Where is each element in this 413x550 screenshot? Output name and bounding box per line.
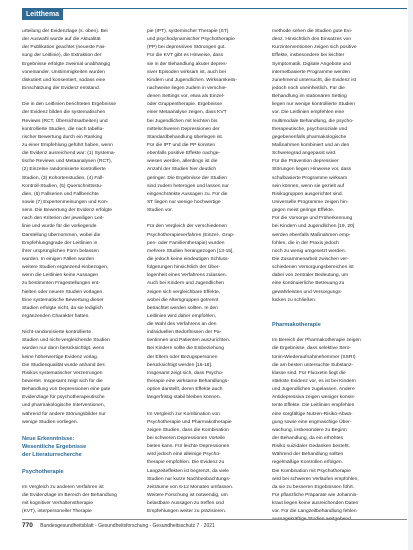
body-text-line: oder Gruppentherapie. Ergebnisse [147, 102, 223, 108]
body-text-line: sein können, wenn sie gezielt auf [272, 183, 345, 189]
body-text-line: Insgesamt zeigt sich, dass Psycho- [147, 370, 224, 376]
body-text-line: wachung, insbesondere zu Beginn [272, 427, 347, 433]
body-text-line: Für die KVT gibt es Hinweise, dass [147, 53, 224, 59]
paragraph-gap [22, 93, 134, 101]
body-text-line: eingeschränkte Aussagen zu. Für die [147, 191, 228, 197]
body-text-line: vor. Die Leitlinien empfehlen eine [272, 110, 345, 116]
body-text-line: schiedenen Versorgungsbereichen ist [272, 265, 354, 271]
body-text-line: Leitlinien wird daher empfohlen, [147, 313, 217, 319]
body-text-line: die Evidenzlage im Bereich der Behandlung [22, 493, 117, 499]
body-text-line: siver Episoden wirksam ist, auch bei [147, 69, 226, 75]
body-text-line: zeigen Studien, dass die Kombination [147, 427, 229, 433]
body-text-line: sie in der Behandlung akuter depres- [147, 61, 228, 67]
body-text-line: betrachtet werden sollten. In den [147, 305, 218, 311]
body-text-line: die Ergebnisse, dass selektive Sero- [272, 346, 352, 352]
body-text-line: wird jedoch eine alleinige Psycho- [147, 452, 221, 458]
body-text-line: regelmäßige Kontrollen erfolgen. [272, 460, 343, 466]
body-text-line: voneinander, Unstimmigkeiten wurden [22, 69, 105, 75]
body-text-line: jedoch noch uneinheitlich. Für die [272, 85, 345, 91]
body-text-line: therapie empfohlen. Die Evidenz zu [147, 460, 225, 466]
body-text-line: geringer. Die Ergebnisse der Studien [147, 175, 227, 181]
paragraph-gap [272, 313, 390, 321]
body-text-line: Für pflanzliche Präparate wie Johannis- [272, 493, 358, 499]
body-text-line: noch zu wenig umgesetzt werden. [272, 248, 346, 254]
body-text-line: Risikos systematischer Verzerrungen [22, 370, 103, 376]
body-text-line: nachweise liegen zudem in verschie- [147, 85, 227, 91]
body-text-line: Empfehlungen weiter zu präzisieren. [147, 509, 227, 515]
body-text-line: längerfristig stabil bleiben können. [147, 395, 221, 401]
journal-citation: Bundesgesundheitsblatt - Gesundheitsforschung - Gesundheitsschutz 7 · 2021 [40, 523, 215, 529]
body-text-line: Behandlung von Depressionen eine gute [22, 387, 111, 393]
body-text-line: Studien vor. [147, 208, 173, 214]
body-text-line: internetbasierte Programme werden [272, 69, 351, 75]
body-text-line: zeigen sich vergleichbare Effekte, [147, 289, 221, 295]
body-text-line: zeiträume von 6-12 Monaten umfassen. [147, 484, 234, 490]
body-text-line: (KVT), interpersoneller Therapie [22, 509, 92, 515]
paragraph-gap [22, 427, 134, 435]
text-column-1 [22, 28, 134, 516]
body-text-line: tientinnen und Patienten auszurichten. [147, 338, 231, 344]
body-text-line: therapie eine wirksame Behandlungs- [147, 379, 229, 385]
body-text-line: Ergebnisse erfolgte zweimal unabhängig [22, 61, 111, 67]
body-text-line: zu bestimmten Fragestellungen ent- [22, 281, 101, 287]
body-text-line: bei schweren Depressionen Vorteile [147, 436, 226, 442]
body-text-line: die am besten untersuchte Substanz- [272, 362, 354, 368]
body-text-line: gegebenenfalls pharmakologische [272, 134, 347, 140]
paragraph-gap [22, 476, 134, 484]
body-text-line: Kindern und Jugendlichen. Wirksamkeits- [147, 77, 237, 83]
section-heading: der Literaturrecherche [22, 452, 82, 459]
body-text-line: Studien erfolgte nicht, da sie lediglich [22, 305, 103, 311]
body-text-line: Für die IPT und die PP konnten [147, 142, 216, 148]
body-text-line: Maßnahmen kombiniert und an den [272, 142, 350, 148]
body-text-line: Während der Behandlung sollten [272, 452, 344, 458]
body-text-line: ebenfalls positive Effekte nachge- [147, 151, 221, 157]
body-text-line: vor. Für die Langzeitbehandlung fehlen [272, 509, 357, 515]
body-text-line: ST liegen nur wenige hochwertige [147, 199, 221, 205]
body-text-line: hielten oder neuere Studien vorlagen. [22, 289, 104, 295]
body-text-line: ergänzenden Charakter hatten. [22, 313, 90, 319]
body-text-line: (2) Einzelne randomisierte kontrollierte [22, 167, 106, 173]
body-text-line: die Wahl des Verfahrens an den [147, 322, 217, 328]
body-text-line: Studien und nicht-vergleichende Studien [22, 338, 110, 344]
body-text-line: Standardbehandlung überlegen ist. [147, 134, 224, 140]
body-text-line: fohlen, die in der Praxis jedoch [272, 240, 339, 246]
body-text-line: Universelle Programme zeigen hin- [272, 199, 349, 205]
body-text-line: sens. Die Bewertung der Evidenz erfolgte [22, 208, 112, 214]
body-text-line: Bei Kindern sollte die Einbeziehung [147, 346, 224, 352]
body-text-line: Psychotherapie und Pharmakotherapie [147, 419, 232, 425]
body-text-line: werden ebenfalls Maßnahmen emp- [272, 232, 351, 238]
body-text-line: Auch bei Kindern und Jugendlichen [147, 281, 224, 287]
body-text-line: während für andere Störungsbilder nur [22, 411, 106, 417]
body-text-line: schulbasierte Programme wirksam [272, 175, 348, 181]
body-text-line: berücksichtigt werden [16-18]. [147, 362, 213, 368]
body-text-line: Die Studienqualität wurde anhand des [22, 362, 105, 368]
body-text-line: ihrer ursprünglichen Form belassen [22, 248, 99, 254]
body-text-line: Symptomatik. Digitale Angebote und [272, 61, 351, 67]
body-text-line: Im Bereich der Pharmakotherapie zeigen [272, 338, 361, 344]
body-text-line: Anzahl der Studien hier deutlich [147, 167, 217, 173]
body-text-line: Studien, (3) Kohortenstudien, (4) Fall- [22, 175, 104, 181]
body-text-line: bewertet. Insgesamt zeigt sich für die [22, 379, 103, 385]
body-text-line: Im Vergleich zu anderen Verfahren ist [22, 484, 104, 490]
body-text-line: aussagekräftige Studien weitgehend. [272, 517, 353, 523]
text-column-3 [272, 28, 390, 525]
body-text-line: urteilung der Evidenzlage (s. oben). Bei [22, 29, 108, 34]
body-text-line: diskutiert und konsentiert, sodass eine [22, 77, 106, 83]
section-heading: Neue Erkenntnisse: [22, 436, 75, 443]
body-text-line: bei Kindern und Jugendlichen [19, 20] [272, 224, 355, 230]
body-text-line: mehrere Studien herangezogen [13-15], [147, 248, 234, 254]
body-text-line: tische Reviews und Metaanalysen (RCT), [22, 159, 112, 165]
body-text-line: option darstellt, deren Effekte auch [147, 387, 223, 393]
body-text-line: pen- oder Familientherapie) wurden [147, 240, 225, 246]
body-text-line: wobei die Altersgruppen getrennt [147, 297, 219, 303]
text-column-2 [147, 28, 259, 516]
body-text-line: Kurzinterventionen zeigen sich positive [272, 45, 357, 51]
body-text-line: tonin-Wiederaufnahmehemmer (SSRI) [272, 354, 356, 360]
body-text-line: klasse sind. Für Fluoxetin liegt die [272, 370, 346, 376]
body-text-line: Kontroll-Studien, (5) Querschnittsstu- [22, 183, 103, 189]
body-text-line: weitere Studien ergänzend einbezogen, [22, 265, 109, 271]
body-text-line: wenige Studien vorliegen. [22, 419, 79, 425]
body-text-line: eine sorgfältige Nutzen-Risiko-Abwä- [272, 411, 353, 417]
paragraph-gap [22, 321, 134, 329]
body-text-line: der Eltern oder Bezugspersonen [147, 354, 218, 360]
body-text-line: wird bei schweren Verläufen empfohlen, [272, 476, 359, 482]
body-text-line: der Behandlung, da ein erhöhtes [272, 436, 343, 442]
page-edge-strip [408, 0, 413, 550]
body-text-line: bieten kann. Für leichte Depressionen [147, 444, 230, 450]
body-text-line: Die Zusammenarbeit zwischen ver- [272, 256, 349, 262]
body-text-line: die Evidenz ausreichend war: (1) Systema- [22, 151, 116, 157]
body-text-line: der Evidenz bilden die systematischen [22, 110, 106, 116]
body-text-line: Weitere Forschung ist notwendig, um [147, 493, 228, 499]
body-text-line: bei Jugendlichen mit leichten bis [147, 118, 218, 124]
body-text-line: multimodale Behandlung, die psycho- [272, 118, 354, 124]
body-text-line: Für den Vergleich der verschiedenen [147, 224, 227, 230]
body-text-line: nach den Kriterien der jeweiligen Leit- [22, 216, 104, 222]
body-text-line: zu einer Empfehlung geführt haben, wenn [22, 142, 113, 148]
body-text-line: eine kontinuierliche Betreuung zu [272, 281, 345, 287]
page-footer [22, 519, 407, 532]
body-text-line: dien, (6) Fallserien und Fallberichte [22, 191, 99, 197]
body-text-line: stärkste Evidenz vor, es ist bei Kindern [272, 379, 356, 385]
body-text-line: pie (IPT), systemischer Therapie (ST) [147, 29, 229, 34]
paragraph-gap [22, 459, 134, 467]
body-text-line: einer Metaanalyse zeigen, dass KVT [147, 110, 227, 116]
body-text-line: der Auswahl wurde auf die Aktualität [22, 37, 101, 43]
paragraph-gap [272, 305, 390, 313]
body-text-line: sowie (7) Expertenmeinungen und Kon- [22, 199, 109, 205]
body-text-line: und psychodynamischer Psychotherapie [147, 37, 235, 43]
body-text-line: Risikogruppen ausgerichtet sind. [272, 191, 343, 197]
paragraph-gap [147, 402, 259, 410]
body-text-line: kraut liegen keine ausreichenden Daten [272, 501, 359, 507]
body-text-line: lücken zu schließen. [272, 297, 317, 303]
body-text-line: linie und wurde für die vorliegende [22, 224, 97, 230]
body-text-line: wurden. In einigen Fällen wurden [22, 256, 95, 262]
section-heading: Psychotherapie [22, 468, 64, 475]
body-text-line: rischer Bewertung durch ein Ranking [22, 134, 103, 140]
body-text-line: Für die Prävention depressiver [272, 159, 339, 165]
body-text-line: Die Kombination mit Psychotherapie [272, 468, 351, 474]
body-text-line: belastbare Aussagen zu treffen und [147, 501, 224, 507]
body-text-line: therapeutische, psychosoziale und [272, 126, 348, 132]
body-text-line: Antidepressiva zeigen weniger konsis- [272, 395, 356, 401]
body-text-line: methode sehen die Studien gute Evi- [272, 29, 353, 34]
body-text-line: denen Settings vor, etwa als Einzel- [147, 94, 225, 100]
body-text-line: folgerungen hinsichtlich der Über- [147, 265, 221, 271]
section-heading: Wesentliche Ergebnisse [22, 444, 87, 451]
body-text-line: gewährleisten und Versorgungs- [272, 289, 343, 295]
body-text-line: Störungen liegen Hinweise vor, dass [272, 167, 352, 173]
body-text-line: keine höherwertige Evidenz vorlag. [22, 354, 99, 360]
body-text-line: zunehmend untersucht, die Evidenz ist [272, 77, 357, 83]
body-text-line: denz. Hinsichtlich des Einsatzes von [272, 37, 352, 43]
paragraph-gap [147, 215, 259, 223]
body-text-line: Langzeiteffekten ist begrenzt, da viele [147, 468, 230, 474]
body-text-line: mit kognitiver Verhaltenstherapie [22, 501, 93, 507]
page-number: 770 [22, 522, 33, 529]
body-text-line: Nicht-randomisierte kontrollierte [22, 330, 92, 336]
body-text-line: Evidenzlage für psychotherapeutische [22, 395, 105, 401]
header-rule [22, 8, 407, 9]
body-text-line: Schweregrad angepasst wird. [272, 151, 337, 157]
body-text-line: mittelschweren Depressionen der [147, 126, 220, 132]
paragraph-gap [272, 329, 390, 337]
body-text-line: Für die Vorsorge und Früherkennung [272, 216, 353, 222]
body-text-line: Behandlung im stationären Setting [272, 94, 347, 100]
body-text-line: und pharmakologische Interventionen, [22, 403, 105, 409]
body-text-line: dabei von zentraler Bedeutung, um [272, 273, 349, 279]
body-text-line: Empfehlungsgrade der Leitlinien in [22, 240, 98, 246]
body-text-line: Studien nur kurze Nachbeobachtungs- [147, 476, 231, 482]
body-text-line: Reviews (RCT, Übersichtsarbeiten) und [22, 118, 108, 124]
section-label: Leitthema [22, 9, 63, 20]
body-text-line: da sie zu besseren Ergebnissen führt. [272, 484, 355, 490]
body-text-line: Im Vergleich zur Kombination von [147, 411, 220, 417]
body-text-line: wiesen werden, allerdings ist die [147, 159, 218, 165]
body-text-line: Effekte, insbesondere bei leichter [272, 53, 345, 59]
body-text-line: legenheit eines Verfahrens zulassen. [147, 273, 227, 279]
body-text-line: wenn die Leitlinien keine Aussagen [22, 273, 99, 279]
body-text-line: Die in den Leitlinien berichteten Ergebnisse [22, 102, 117, 108]
body-text-line: individuellen Bedürfnissen der Pa- [147, 330, 222, 336]
section-heading: Pharmakotherapie [272, 322, 321, 329]
body-text-line: die jedoch keine eindeutigen Schluss- [147, 256, 230, 262]
body-text-line: gegen meist geringe Effekte. [272, 208, 335, 214]
body-text-line: sind zudem heterogen und lassen nur [147, 183, 229, 189]
body-text-line: kontrollierte Studien, die nach tabella- [22, 126, 104, 132]
body-text-line: wurden nur dann berücksichtigt, wenn [22, 346, 105, 352]
body-text-line: sung der Leitlinie), die Extraktion der [22, 53, 102, 59]
body-text-line: gung sowie eine engmaschige Über- [272, 419, 352, 425]
body-text-line: Eine systematische Bewertung dieser [22, 297, 104, 303]
body-text-line: Darstellung übernommen, wobei die [22, 232, 101, 238]
body-text-line: (PP) bei depressiven Störungen gut. [147, 45, 226, 51]
body-text-line: liegen nur wenige kontrollierte Studien [272, 102, 355, 108]
body-text-line: Risiko suizidaler Gedanken besteht. [272, 444, 351, 450]
body-text-line: tente Effekte. Die Leitlinien empfehlen [272, 403, 355, 409]
body-text-line: Psychotherapieverfahren (Einzel-, Grup- [147, 232, 235, 238]
body-text-line: Einschätzung der Evidenz entstand. [22, 85, 101, 91]
body-text-line: der Publikation geachtet (neueste Fas- [22, 45, 107, 51]
body-text-line: und Jugendlichen zugelassen. Andere [272, 387, 355, 393]
